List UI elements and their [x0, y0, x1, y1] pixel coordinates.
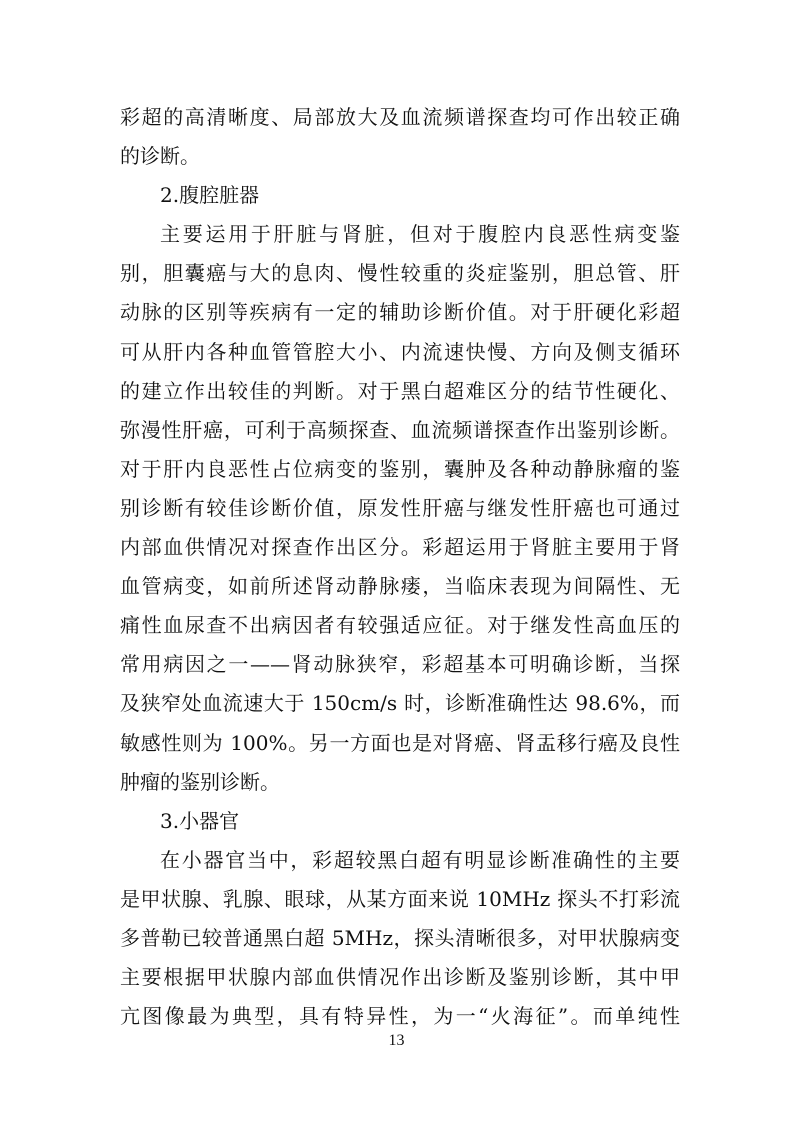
text-line: 对于肝内良恶性占位病变的鉴别，囊肿及各种动静脉瘤的鉴	[120, 456, 680, 481]
text-line: 可从肝内各种血管管腔大小、内流速快慢、方向及侧支循环	[120, 339, 680, 364]
text-line: 主要根据甲状腺内部血供情况作出诊断及鉴别诊断，其中甲	[120, 965, 680, 990]
page-number: 13	[388, 1032, 405, 1049]
text-line: 的诊断。	[120, 144, 200, 169]
text-line: 内部血供情况对探查作出区分。彩超运用于肾脏主要用于肾	[120, 535, 680, 560]
text-line: 血管病变，如前所述肾动静脉瘘，当临床表现为间隔性、无	[120, 574, 680, 599]
text-line: 别，胆囊癌与大的息肉、慢性较重的炎症鉴别，胆总管、肝	[120, 261, 680, 286]
text-line: 及狭窄处血流速大于 150cm/s 时，诊断准确性达 98.6%，而	[120, 691, 680, 716]
text-line: 敏感性则为 100%。另一方面也是对肾癌、肾盂移行癌及良性	[120, 730, 680, 755]
text-line: 常用病因之一——肾动脉狭窄，彩超基本可明确诊断，当探	[120, 652, 680, 677]
text-line: 动脉的区别等疾病有一定的辅助诊断价值。对于肝硬化彩超	[120, 300, 680, 325]
text-line: 亢图像最为典型，具有特异性，为一“火海征”。而单纯性	[120, 1004, 680, 1029]
text-line: 肿瘤的鉴别诊断。	[120, 769, 280, 794]
text-line: 在小器官当中，彩超较黑白超有明显诊断准确性的主要	[160, 847, 680, 872]
text-line: 的建立作出较佳的判断。对于黑白超难区分的结节性硬化、	[120, 378, 680, 403]
text-line: 痛性血尿查不出病因者有较强适应征。对于继发性高血压的	[120, 613, 680, 638]
text-line: 弥漫性肝癌，可利于高频探查、血流频谱探查作出鉴别诊断。	[120, 417, 680, 442]
body-text	[120, 98, 680, 1036]
text-line: 是甲状腺、乳腺、眼球，从某方面来说 10MHz 探头不打彩流	[120, 886, 680, 911]
text-line: 别诊断有较佳诊断价值，原发性肝癌与继发性肝癌也可通过	[120, 495, 680, 520]
text-line: 主要运用于肝脏与肾脏，但对于腹腔内良恶性病变鉴	[160, 222, 680, 247]
section-heading: 3.小器官	[160, 808, 240, 833]
section-heading: 2.腹腔脏器	[160, 183, 260, 208]
text-line: 彩超的高清晰度、局部放大及血流频谱探查均可作出较正确	[120, 105, 680, 129]
text-line: 多普勒已较普通黑白超 5MHz，探头清晰很多，对甲状腺病变	[120, 925, 680, 950]
